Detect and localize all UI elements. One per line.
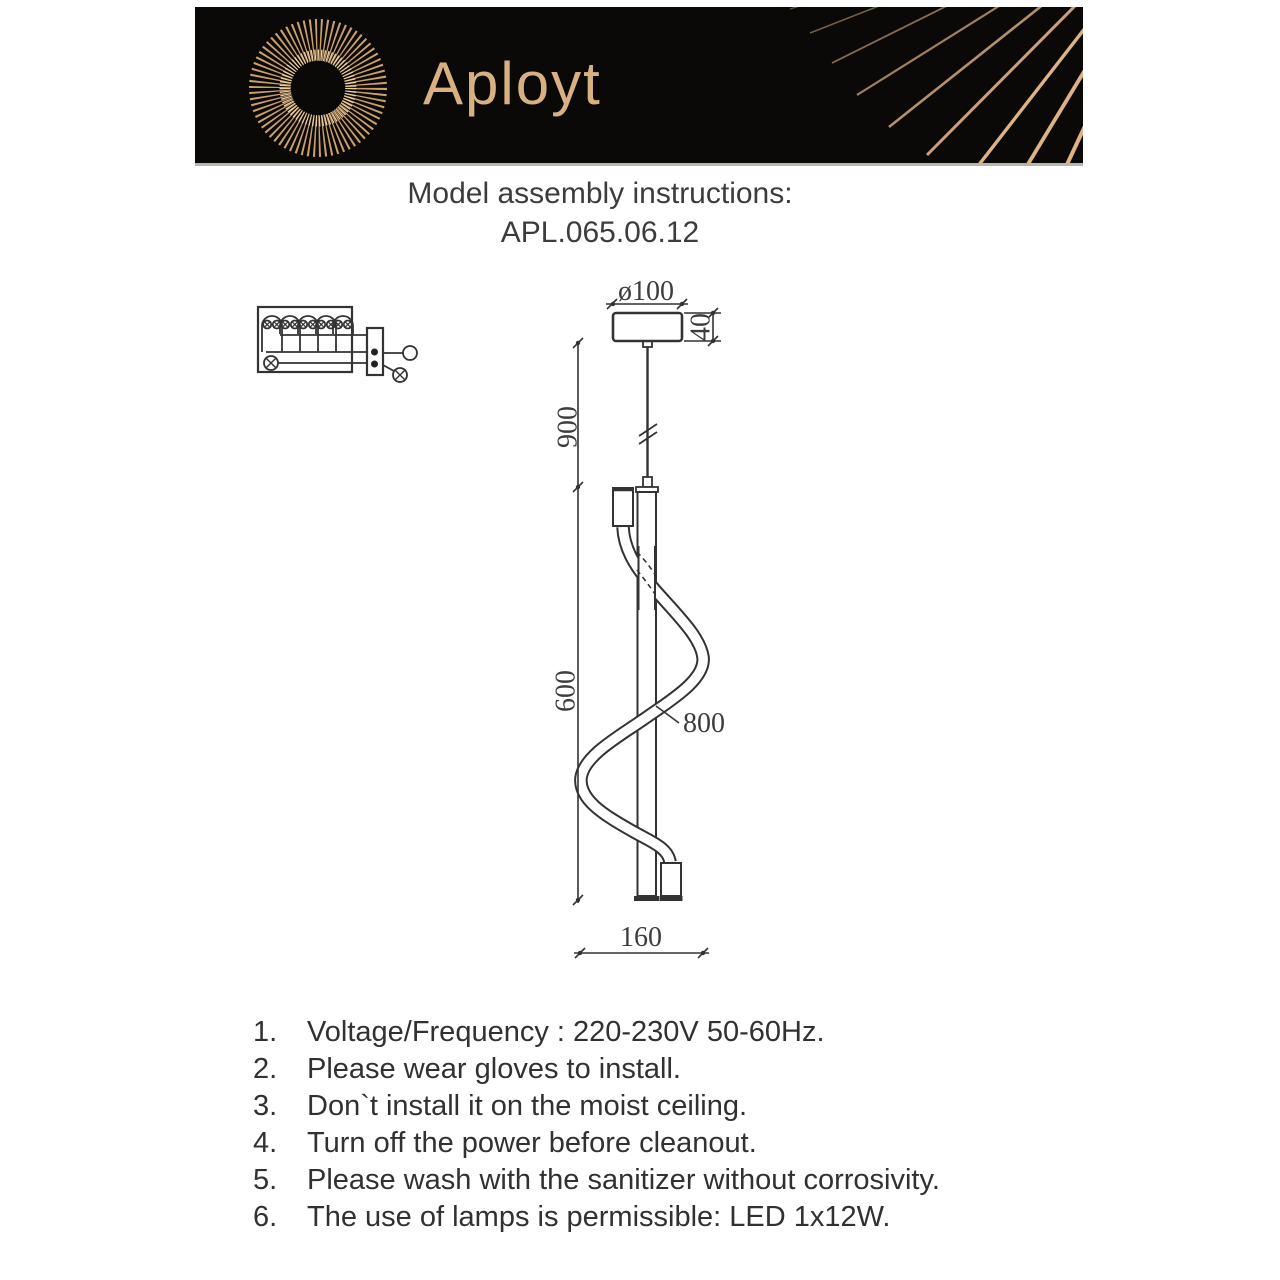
instructions-list bbox=[253, 1014, 1113, 1236]
wiring-diagram bbox=[258, 307, 417, 382]
hidden-section-mask bbox=[640, 548, 655, 608]
item-number: 2. bbox=[253, 1053, 278, 1085]
list-item bbox=[253, 1125, 1113, 1162]
technical-drawing bbox=[200, 260, 760, 1000]
list-item bbox=[253, 1199, 1113, 1236]
item-number: 3. bbox=[253, 1090, 278, 1122]
canopy bbox=[613, 313, 682, 341]
tube-bottom-cap bbox=[661, 863, 681, 896]
model-code: APL.065.06.12 bbox=[500, 216, 700, 249]
item-text: Please wear gloves to install. bbox=[307, 1053, 681, 1085]
item-text: Voltage/Frequency : 220-230V 50-60Hz. bbox=[307, 1016, 825, 1048]
starburst-logo-icon bbox=[270, 40, 366, 136]
title-line: Model assembly instructions: bbox=[407, 177, 793, 210]
dim-body-height-label: 600 bbox=[550, 670, 582, 712]
list-item bbox=[253, 1088, 1113, 1125]
document-title bbox=[280, 174, 920, 252]
rays-decoration-icon bbox=[790, 7, 1083, 163]
dim-tube-length-label: 800 bbox=[683, 708, 725, 739]
item-text: Don`t install it on the moist ceiling. bbox=[307, 1090, 748, 1122]
item-number: 6. bbox=[253, 1201, 278, 1233]
brand-wordmark: Aployt bbox=[423, 50, 602, 117]
terminal-clips bbox=[262, 316, 353, 352]
list-item bbox=[253, 1051, 1113, 1088]
item-text: Turn off the power before cleanout. bbox=[307, 1127, 757, 1159]
canopy-nipple bbox=[643, 341, 652, 347]
item-number: 4. bbox=[253, 1127, 278, 1159]
connector-block bbox=[367, 328, 383, 375]
list-item bbox=[253, 1014, 1113, 1051]
banner-graphics bbox=[195, 7, 1083, 163]
tube-top-cap bbox=[613, 488, 633, 526]
screw-icon bbox=[264, 356, 278, 370]
item-number: 1. bbox=[253, 1016, 278, 1048]
dim-base-width-label: 160 bbox=[620, 922, 662, 953]
brand-banner bbox=[195, 7, 1083, 166]
item-text: The use of lamps is permissible: LED 1x12W. bbox=[307, 1201, 891, 1233]
dim-suspension-label: 900 bbox=[552, 406, 584, 448]
item-text: Please wash with the sanitizer without corrosivity. bbox=[307, 1164, 940, 1196]
drawing-svg bbox=[200, 260, 760, 1000]
dim-canopy-height-label: 40 bbox=[685, 313, 717, 341]
ring-icon bbox=[403, 346, 417, 360]
item-number: 5. bbox=[253, 1164, 278, 1196]
dim-diameter-label: ø100 bbox=[618, 276, 674, 307]
list-item bbox=[253, 1162, 1113, 1199]
screw-icon bbox=[393, 368, 407, 382]
pendant-lamp-drawing bbox=[581, 313, 703, 901]
